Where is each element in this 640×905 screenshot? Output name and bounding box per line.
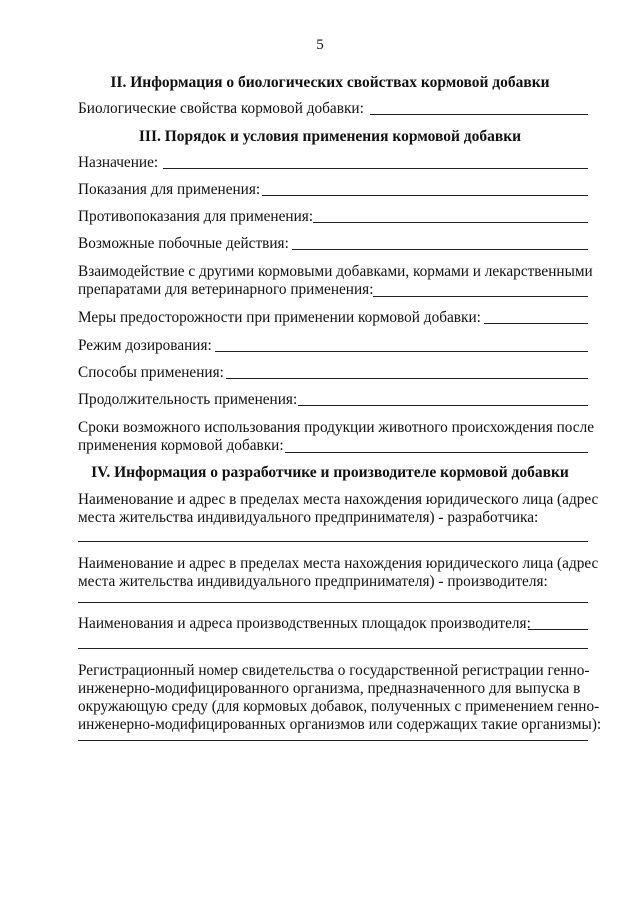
registration-label-line3: окружающую среду (для кормовых добавок, полученных с применением генно- xyxy=(78,698,600,715)
bio-props-field[interactable] xyxy=(370,114,588,115)
interaction-label-line1: Взаимодействие с другими кормовыми добавками, кормами и лекарственными xyxy=(78,263,593,280)
developer-label-line2: места жительства индивидуального предпринимателя) - разработчика: xyxy=(78,509,539,526)
bio-props-label: Биологические свойства кормовой добавки: xyxy=(78,100,364,117)
registration-label-line4: инженерно-модифицированных организмов или содержащих такие организмы): xyxy=(78,716,602,733)
interaction-field[interactable] xyxy=(373,296,588,297)
developer-field[interactable] xyxy=(78,541,588,542)
dosing-label: Режим дозирования: xyxy=(78,337,212,354)
dosing-field[interactable] xyxy=(215,351,588,352)
precautions-label: Меры предосторожности при применении кормовой добавки: xyxy=(78,309,481,326)
indications-label: Показания для применения: xyxy=(78,181,261,198)
registration-label-line1: Регистрационный номер свидетельства о государственной регистрации генно- xyxy=(78,662,590,679)
purpose-label: Назначение: xyxy=(78,154,159,171)
side-effects-label: Возможные побочные действия: xyxy=(78,235,289,252)
indications-field[interactable] xyxy=(262,195,588,196)
side-effects-field[interactable] xyxy=(292,249,588,250)
interaction-label-line2: препаратами для ветеринарного применения: xyxy=(78,281,374,298)
section-3-heading: III. Порядок и условия применения кормовой добавки xyxy=(138,128,522,145)
sites-label: Наименования и адреса производственных площадок производителя: xyxy=(78,615,531,632)
manufacturer-label-line1: Наименование и адрес в пределах места нахождения юридического лица (адрес xyxy=(78,555,599,572)
terms-label-line2: применения кормовой добавки: xyxy=(78,437,284,454)
section-2-heading: II. Информация о биологических свойствах кормовой добавки xyxy=(110,74,550,91)
registration-field[interactable] xyxy=(78,740,588,741)
methods-field[interactable] xyxy=(226,378,588,379)
duration-label: Продолжительность применения: xyxy=(78,391,298,408)
terms-field[interactable] xyxy=(285,452,588,453)
contraindications-label: Противопоказания для применения: xyxy=(78,208,314,225)
developer-label-line1: Наименование и адрес в пределах места нахождения юридического лица (адрес xyxy=(78,491,599,508)
section-4-heading: IV. Информация о разработчике и производителе кормовой добавки xyxy=(91,464,569,481)
duration-field[interactable] xyxy=(298,405,588,406)
contraindications-field[interactable] xyxy=(313,222,588,223)
purpose-field[interactable] xyxy=(163,168,588,169)
manufacturer-field[interactable] xyxy=(78,602,588,603)
manufacturer-label-line2: места жительства индивидуального предпринимателя) - производителя: xyxy=(78,573,548,590)
terms-label-line1: Сроки возможного использования продукции животного происхождения после xyxy=(78,419,595,436)
registration-label-line2: инженерно-модифицированного организма, предназначенного для выпуска в xyxy=(78,680,581,697)
sites-field-2[interactable] xyxy=(78,648,588,649)
methods-label: Способы применения: xyxy=(78,364,224,381)
page-number: 5 xyxy=(316,37,324,53)
sites-field-1[interactable] xyxy=(528,629,588,630)
precautions-field[interactable] xyxy=(484,323,588,324)
